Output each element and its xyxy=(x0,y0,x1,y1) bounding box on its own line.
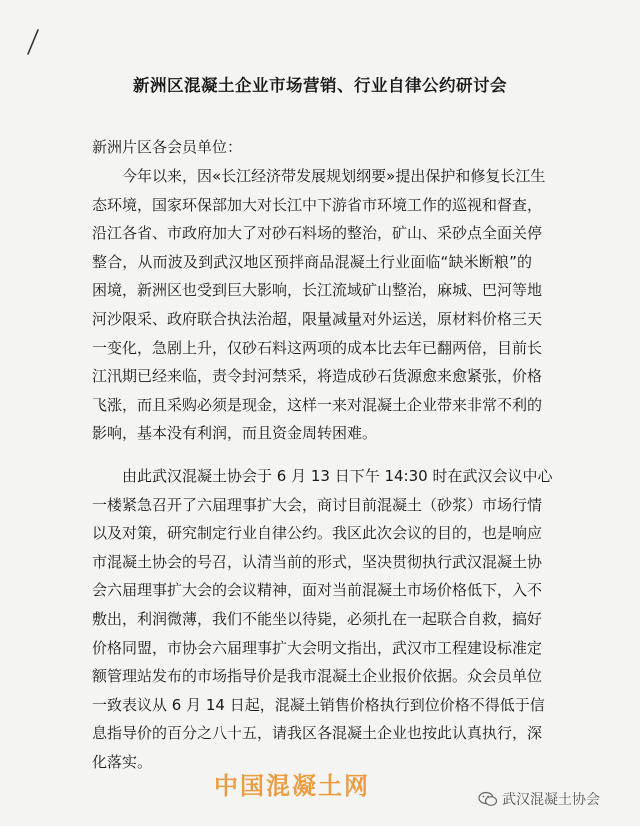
watermark-account xyxy=(478,789,600,809)
paragraph-line: 息指导价的百分之八十五，请我区各混凝土企业也按此认真执行，深 xyxy=(92,724,543,743)
document-title: 新洲区混凝土企业市场营销、行业自律公约研讨会 xyxy=(133,76,507,95)
paragraph-line: 以及对策，研究制定行业自律公约。我区此次会议的目的，也是响应 xyxy=(92,524,543,543)
paragraph-line: 市混凝土协会的号召，认清当前的形式，坚决贯彻执行武汉混凝土协 xyxy=(92,552,543,571)
salutation: 新洲片区各会员单位： xyxy=(92,138,243,156)
pen-stroke-mark xyxy=(24,28,42,56)
paragraph-line: 河沙限采、政府联合执法治超，限量减量对外运送，原材料价格三天 xyxy=(92,309,543,328)
watermark-site-name: 中国混凝土网 xyxy=(214,772,370,800)
paragraph-line: 今年以来，因«长江经济带发展规划纲要»提出保护和修复长江生 xyxy=(122,167,546,185)
paragraph-line: 整合，从而波及到武汉地区预拌商品混凝土行业面临“缺米断粮”的 xyxy=(92,252,532,271)
paragraph-line: 态环境，国家环保部加大对长江中下游省市环境工作的巡视和督查， xyxy=(92,195,543,214)
paragraph-line: 沿江各省、市政府加大了对砂石料场的整治，矿山、采砂点全面关停 xyxy=(92,224,543,243)
paragraph-line: 一楼紧急召开了六届理事扩大会，商讨目前混凝土（砂浆）市场行情 xyxy=(92,495,543,514)
paragraph-line: 化落实。 xyxy=(92,752,153,771)
paragraph-line: 敷出，利润微薄，我们不能坐以待毙，必须扎在一起联合自救，搞好 xyxy=(92,609,543,628)
paragraph-line: 额管理站发布的市场指导价是我市混凝土企业报价依据。众会员单位 xyxy=(92,667,543,686)
paragraph-line: 影响，基本没有利润，而且资金周转困难。 xyxy=(92,424,378,443)
wechat-icon xyxy=(478,791,498,807)
paragraph-line: 会六届理事扩大会的会议精神，面对当前混凝土市场价格低下，入不 xyxy=(92,581,543,600)
paragraph-line: 飞涨，而且采购必须是现金，这样一来对混凝土企业带来非常不利的 xyxy=(92,395,543,414)
paragraph-1 xyxy=(92,162,546,448)
watermark-account-label: 武汉混凝土协会 xyxy=(502,792,600,808)
paragraph-line: 江汛期已经来临，责令封河禁采，将造成砂石货源愈来愈紧张，价格 xyxy=(92,367,543,386)
paragraph-line: 价格同盟，市协会六届理事扩大会明文指出，武汉市工程建设标准定 xyxy=(92,638,543,657)
paragraph-2 xyxy=(92,462,553,777)
paragraph-line: 困境，新洲区也受到巨大影响，长江流域矿山整治，麻城、巴河等地 xyxy=(92,281,543,300)
paragraph-line: 由此武汉混凝土协会于 6 月 13 日下午 14:30 时在武汉会议中心 xyxy=(122,467,553,485)
paragraph-line: 一变化，急剧上升，仅砂石料这两项的成本比去年已翻两倍，目前长 xyxy=(92,338,543,357)
paragraph-line: 一致表议从 6 月 14 日起，混凝土销售价格执行到位价格不得低于信 xyxy=(92,695,545,714)
